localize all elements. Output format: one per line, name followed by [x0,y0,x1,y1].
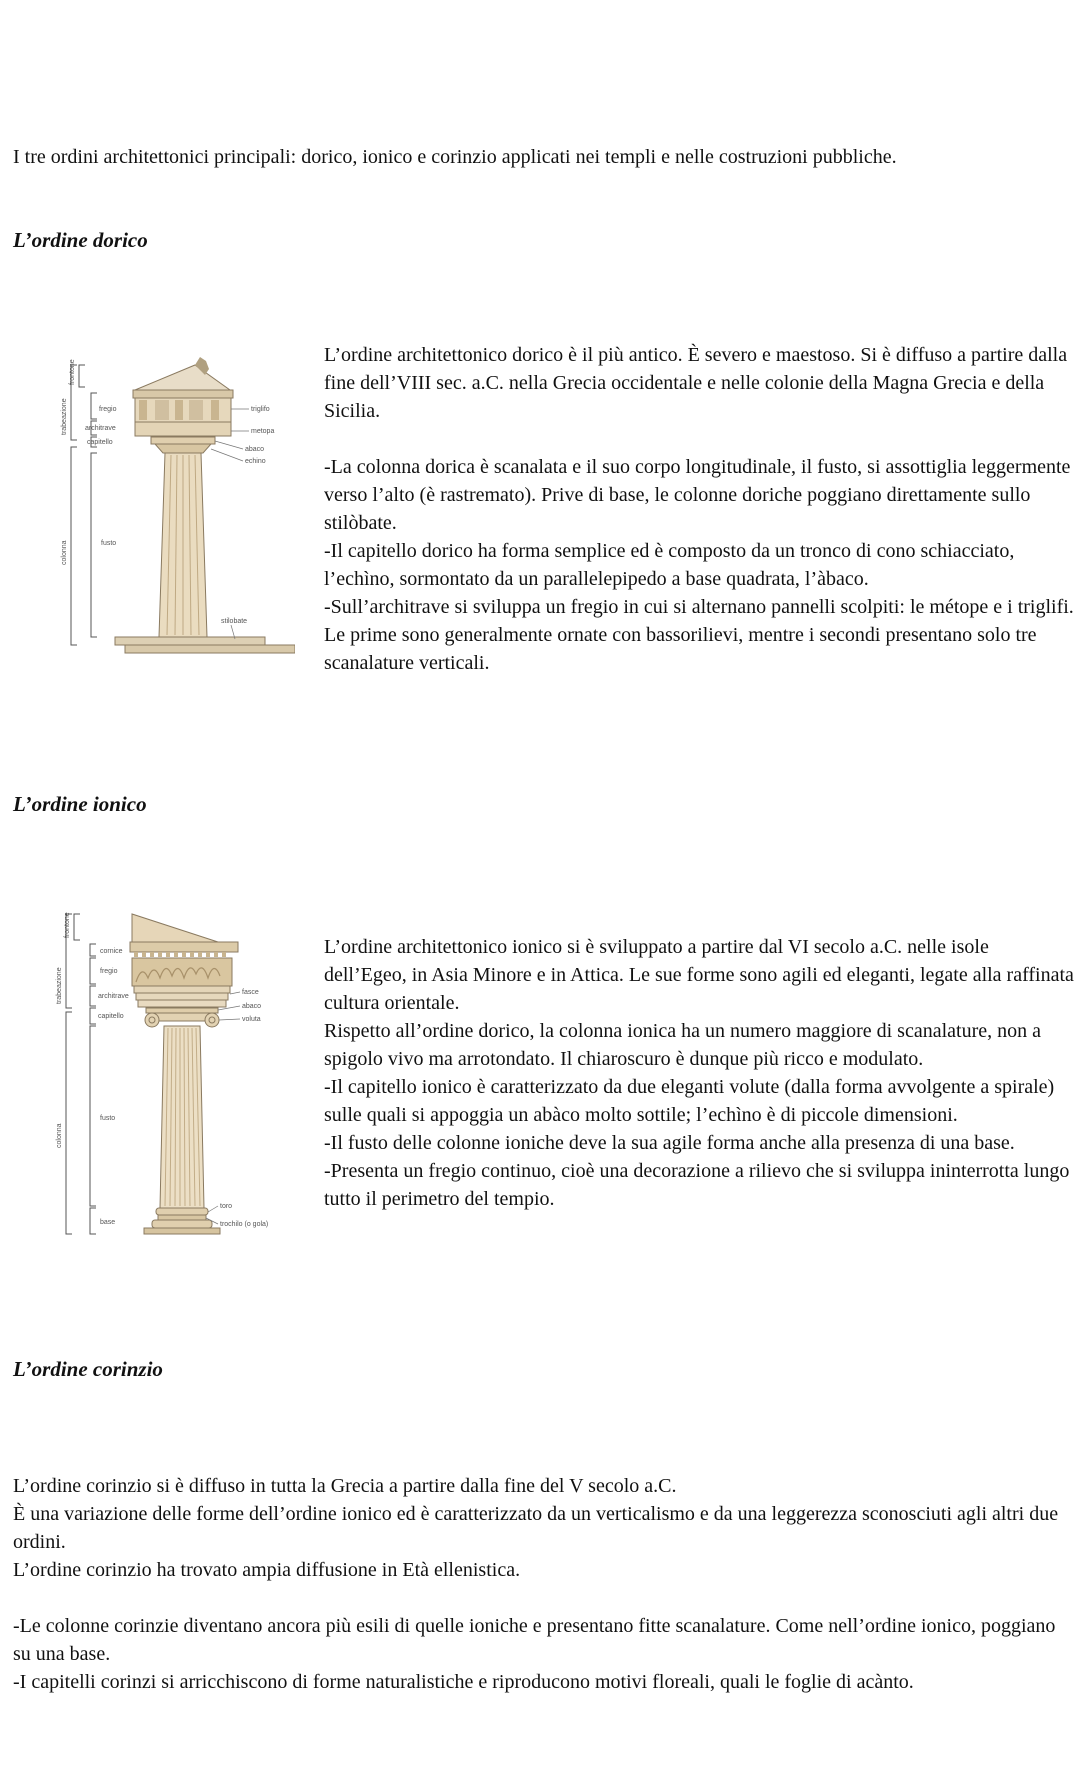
heading-corinthian: L’ordine corinzio [13,1357,163,1381]
doric-column-drawing [55,355,295,685]
label-metopa: metopa [251,428,275,435]
label-abaco: abaco [245,446,265,453]
intro-text: I tre ordini architettonici principali: dorico, ionico e corinzio applicati nei templi e nelle costruzioni pubbliche. [13,146,897,168]
ionic-paragraph-4: -Il fusto delle colonne ioniche deve la sua agile forma anche alla presenza di una base. [324,1132,1015,1154]
label-trochilo: trochilo (o gola) [220,1221,269,1228]
corinthian-description [13,1472,1073,1696]
label-colonna: colonna [61,540,68,565]
label-architrave: architrave [98,993,129,1000]
corinthian-paragraph-1: L’ordine corinzio si è diffuso in tutta la Grecia a partire dalla fine del V secolo a.C. [13,1475,677,1497]
label-abaco: abaco [242,1003,262,1010]
label-capitello: capitello [98,1013,124,1020]
doric-paragraph-4: -Sull’architrave si sviluppa un fregio in cui si alternano pannelli scolpiti: le métope e i triglifi. Le prime sono generalmente ornate con bassorilievi, mentre i secondi presentano solo tre scanalature verticali. [324,596,1074,674]
heading-ionic: L’ordine ionico [13,792,147,816]
doric-column-illustration [55,355,295,685]
label-trabeazione: trabeazione [56,967,63,1004]
ionic-column-illustration [50,908,290,1258]
label-frontone: frontone [64,912,71,938]
ionic-paragraph-2: Rispetto all’ordine dorico, la colonna ionica ha un numero maggiore di scanalature, non a spigolo vivo ma arrotondato. Il chiaroscuro è dunque più ricco e modulato. [324,1020,1041,1070]
label-base: base [100,1219,116,1226]
label-stilobate: stilobate [221,618,248,625]
label-fusto: fusto [101,540,117,547]
corinthian-paragraph-4: -Le colonne corinzie diventano ancora più esili di quelle ioniche e presentano fitte scanalature. Come nell’ordine ionico, poggiano su una base. [13,1615,1056,1665]
label-toro: toro [220,1203,233,1210]
label-capitello: capitello [87,439,113,446]
label-fusto: fusto [100,1115,116,1122]
corinthian-paragraph-3: L’ordine corinzio ha trovato ampia diffusione in Età ellenistica. [13,1559,521,1581]
label-fasce: fasce [242,989,259,996]
label-cornice: cornice [100,948,123,955]
corinthian-paragraph-2: È una variazione delle forme dell’ordine ionico ed è caratterizzato da un verticalismo e da una leggerezza sconosciuti agli altri due ordini. [13,1503,1059,1553]
label-architrave: architrave [85,425,116,432]
doric-description [324,341,1076,677]
doric-paragraph-1: L’ordine architettonico dorico è il più antico. È severo e maestoso. Si è diffuso a partire dalla fine dell’VIII sec. a.C. nella Grecia occidentale e nelle colonie della Magna Grecia e della Sicilia. [324,344,1068,422]
label-triglifo: triglifo [251,406,270,413]
doric-paragraph-3: -Il capitello dorico ha forma semplice ed è composto da un tronco di cono schiacciato, l’echìno, sormontato da un parallelepipedo a base quadrata, l’àbaco. [324,540,1015,590]
ionic-paragraph-5: -Presenta un fregio continuo, cioè una decorazione a rilievo che si sviluppa ininterrotta lungo tutto il perimetro del tempio. [324,1160,1070,1210]
ionic-paragraph-1: L’ordine architettonico ionico si è sviluppato a partire dal VI secolo a.C. nelle isole dell’Egeo, in Asia Minore e in Attica. Le sue forme sono agili ed eleganti, legate alla raffinata cultura orientale. [324,936,1074,1014]
label-fregio: fregio [100,968,118,975]
label-echino: echino [245,458,266,465]
heading-doric: L’ordine dorico [13,228,148,252]
label-frontone: frontone [69,359,76,385]
doric-paragraph-2: -La colonna dorica è scanalata e il suo corpo longitudinale, il fusto, si assottiglia leggermente verso l’alto (è rastremato). Prive di base, le colonne doriche poggiano direttamente sullo stilòbate. [324,456,1071,534]
ionic-column-drawing [50,908,290,1258]
corinthian-paragraph-5: -I capitelli corinzi si arricchiscono di forme naturalistiche e riproducono motivi floreali, quali le foglie di acànto. [13,1671,914,1693]
label-fregio: fregio [99,406,117,413]
label-colonna: colonna [56,1123,63,1148]
label-trabeazione: trabeazione [61,398,68,435]
label-voluta: voluta [242,1016,261,1023]
ionic-description [324,933,1076,1213]
ionic-paragraph-3: -Il capitello ionico è caratterizzato da due eleganti volute (dalla forma avvolgente a spirale) sulle quali si appoggia un abàco molto sottile; l’echìno è di piccole dimensioni. [324,1076,1055,1126]
